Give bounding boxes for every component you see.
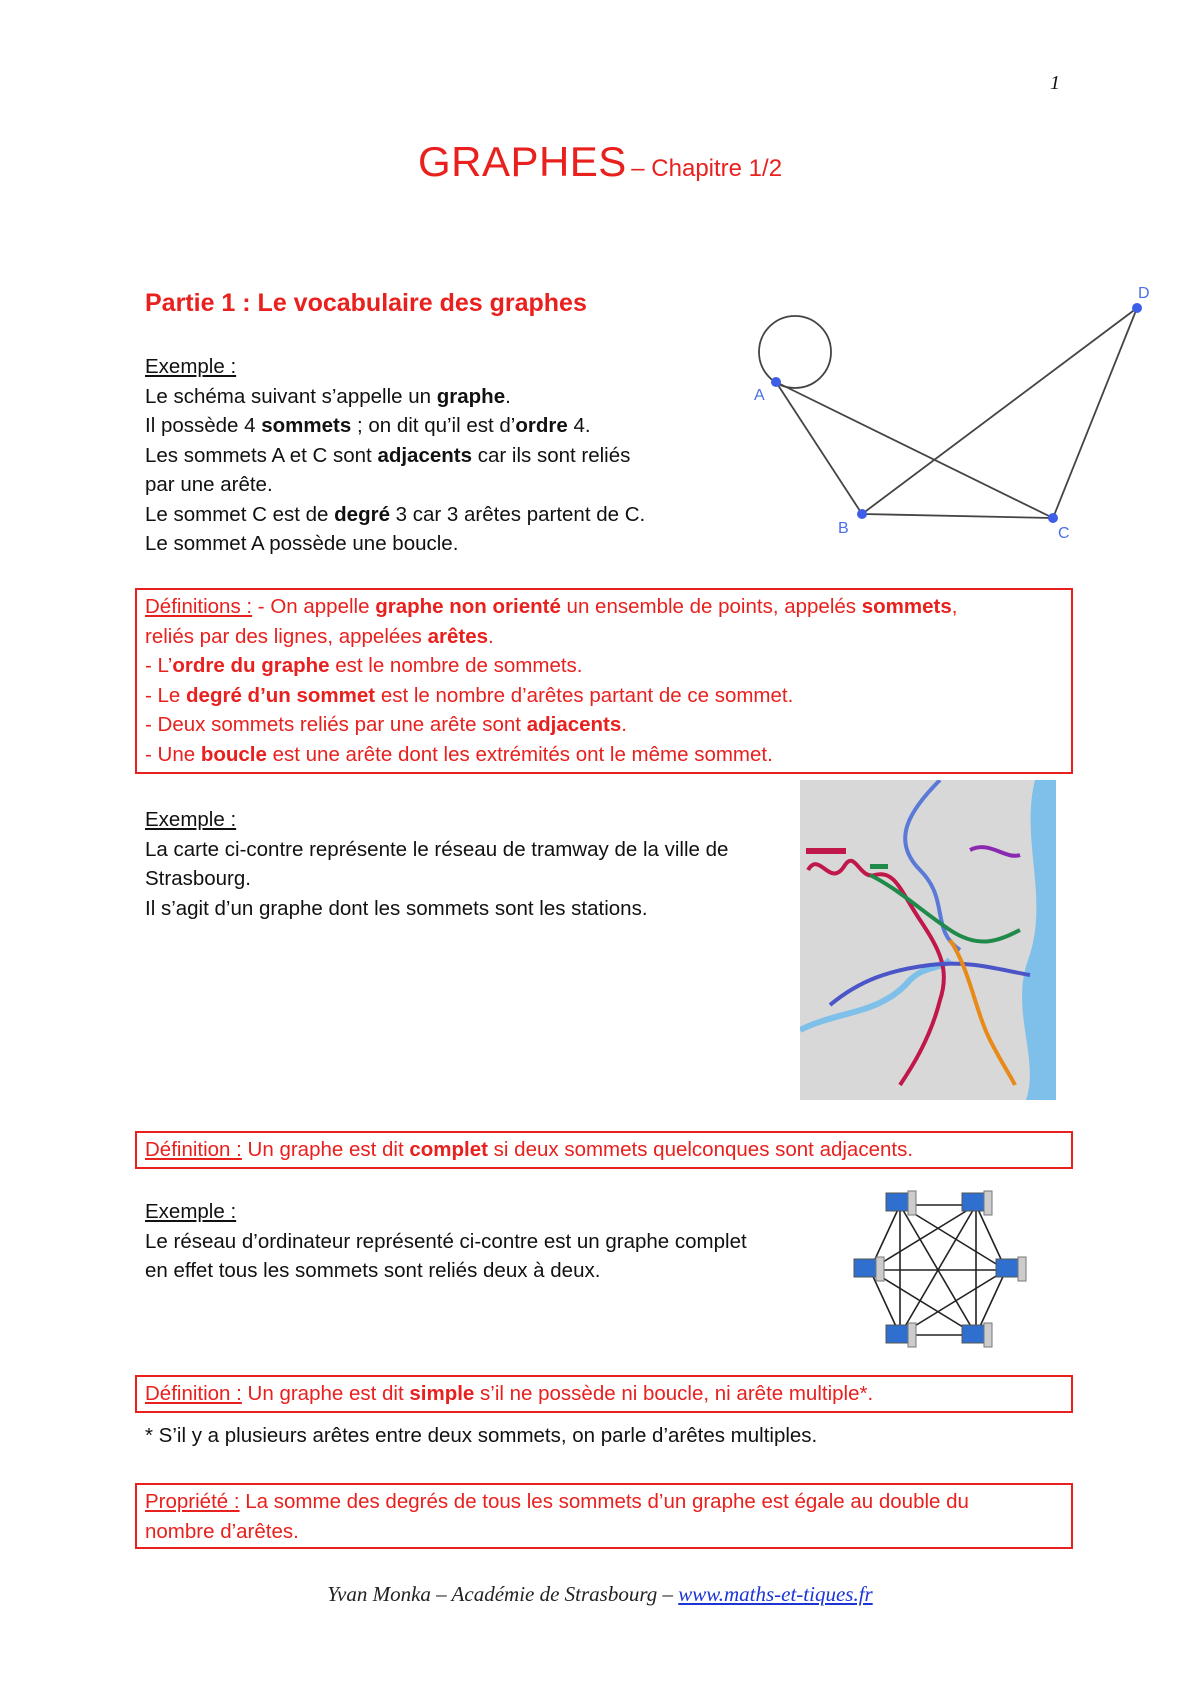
computer-icon xyxy=(996,1257,1026,1281)
computer-icon xyxy=(886,1191,916,1215)
page-number: 1 xyxy=(1050,72,1060,94)
example-line: Le sommet C est de degré 3 car 3 arêtes partent de C. xyxy=(145,502,646,526)
edge-ab xyxy=(776,382,862,514)
graph-abcd-figure xyxy=(740,280,1170,550)
edge-bc xyxy=(862,514,1053,518)
definition-complete-box xyxy=(135,1131,1073,1169)
vertex-c xyxy=(1048,513,1058,523)
vertex-label-b: B xyxy=(838,520,849,537)
definition-line: - L’ordre du graphe est le nombre de sommets. xyxy=(145,654,583,677)
loop-edge xyxy=(759,316,831,388)
vertex-d xyxy=(1132,303,1142,313)
example-line: Le sommet A possède une boucle. xyxy=(145,532,459,555)
computer-icon xyxy=(854,1257,884,1281)
example-1 xyxy=(145,352,645,559)
definition-line: Définitions : - On appelle graphe non orienté un ensemble de points, appelés sommets, xyxy=(145,595,958,618)
definition-line: - Deux sommets reliés par une arête sont adjacents. xyxy=(145,713,627,736)
vertex-label-d: D xyxy=(1138,285,1150,302)
example-label: Exemple : xyxy=(145,355,237,378)
example-line: La carte ci-contre représente le réseau de tramway de la ville de xyxy=(145,837,729,861)
definition-line: - Une boucle est une arête dont les extrémités ont le même sommet. xyxy=(145,742,773,766)
footer-text: Yvan Monka – Académie de Strasbourg – xyxy=(327,1582,679,1606)
property-line: nombre d’arêtes. xyxy=(145,1519,299,1543)
title-main: GRAPHES xyxy=(417,138,627,185)
vertex-b xyxy=(857,509,867,519)
property-line: Propriété : La somme des degrés de tous les sommets d’un graphe est égale au double du xyxy=(145,1490,969,1513)
multiple-edges-note xyxy=(145,1421,817,1451)
computer-icon xyxy=(962,1191,992,1215)
example-line: Le schéma suivant s’appelle un graphe. xyxy=(145,384,511,408)
page-title xyxy=(0,138,1200,186)
title-subtitle: – Chapitre 1/2 xyxy=(631,155,783,182)
computer-network-figure xyxy=(848,1185,1048,1360)
computer-icon xyxy=(962,1323,992,1347)
example-label: Exemple : xyxy=(145,808,237,831)
example-2 xyxy=(145,805,728,923)
vertex-label-a: A xyxy=(754,387,765,404)
definition-simple-box xyxy=(135,1375,1073,1413)
example-line: Les sommets A et C sont adjacents car ils sont reliés xyxy=(145,443,631,467)
definitions-box xyxy=(135,588,1073,774)
part-heading: Partie 1 : Le vocabulaire des graphes xyxy=(145,289,587,317)
example-label: Exemple : xyxy=(145,1200,237,1223)
vertex-label-c: C xyxy=(1058,525,1070,542)
example-3 xyxy=(145,1197,747,1286)
definition-line: reliés par des lignes, appelées arêtes. xyxy=(145,624,494,648)
example-line: Il possède 4 sommets ; on dit qu’il est d’ordre 4. xyxy=(145,414,591,437)
property-box xyxy=(135,1483,1073,1549)
definition-line: Définition : Un graphe est dit simple s’il ne possède ni boucle, ni arête multiple*. xyxy=(145,1382,874,1405)
footer xyxy=(0,1582,1200,1607)
example-line: Il s’agit d’un graphe dont les sommets sont les stations. xyxy=(145,896,648,920)
example-line: Strasbourg. xyxy=(145,867,251,890)
tramway-map-image xyxy=(800,780,1056,1100)
example-line: par une arête. xyxy=(145,473,273,496)
example-line: Le réseau d’ordinateur représenté ci-contre est un graphe complet xyxy=(145,1229,747,1253)
example-line: en effet tous les sommets sont reliés deux à deux. xyxy=(145,1259,601,1282)
definition-line: - Le degré d’un sommet est le nombre d’arêtes partant de ce sommet. xyxy=(145,683,794,707)
footer-link[interactable]: www.maths-et-tiques.fr xyxy=(678,1582,873,1606)
definition-line: Définition : Un graphe est dit complet si deux sommets quelconques sont adjacents. xyxy=(145,1138,914,1161)
note-line: * S’il y a plusieurs arêtes entre deux sommets, on parle d’arêtes multiples. xyxy=(145,1424,818,1447)
vertex-a xyxy=(771,377,781,387)
computer-icon xyxy=(886,1323,916,1347)
